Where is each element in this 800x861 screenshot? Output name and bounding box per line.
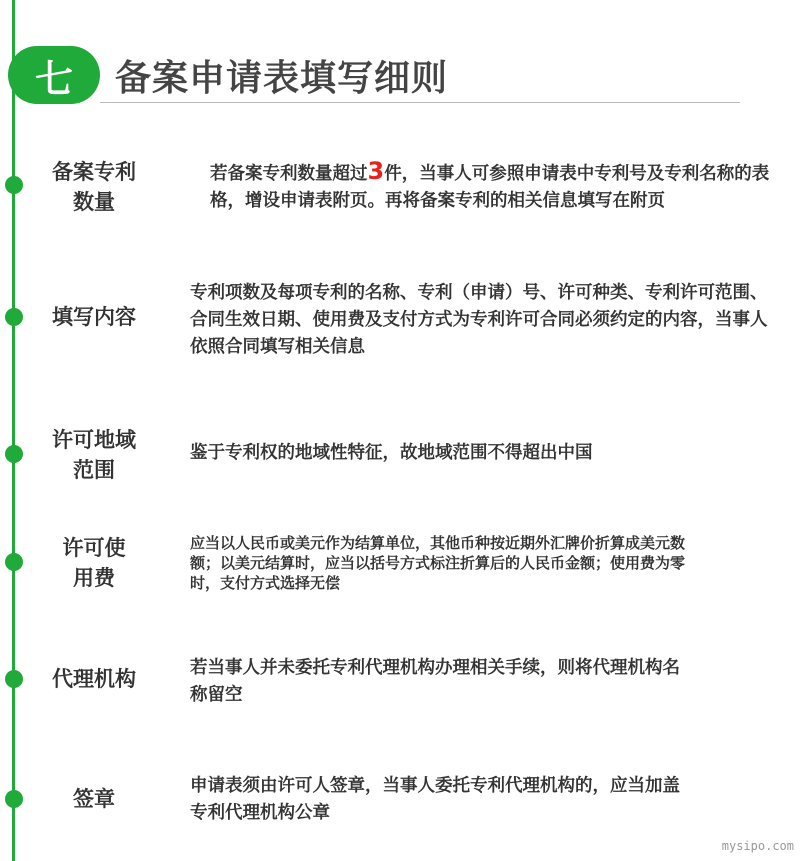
timeline-dot [5,445,23,463]
page-title: 备案申请表填写细则 [115,58,449,99]
row-label-content: 填写内容 [52,305,136,329]
row-desc-count [210,158,795,215]
row-desc-seal: 申请表须由许可人签章，当事人委托专利代理机构的，应当加盖专利代理机构公章 [190,776,680,823]
timeline-dot [5,790,23,808]
row-label-fee: 许可使 用费 [62,536,126,590]
watermark: mysipo.com [721,839,794,853]
timeline-dot [5,176,23,194]
row-label-agency: 代理机构 [52,667,136,691]
row-label-count: 备案专利 数量 [52,160,136,214]
section-number-badge: 七 [8,46,100,104]
row-desc-fee: 应当以人民币或美元作为结算单位，其他币种按近期外汇牌价折算成美元数额；以美元结算时，应当以括号方式标注折算后的人民币金额；使用费为零时，支付方式选择无偿 [190,534,686,592]
desc-text: 若备案专利数量超过 [210,164,368,184]
timeline-dot [5,553,23,571]
row-desc-territory: 鉴于专利权的地域性特征，故地域范围不得超出中国 [190,443,593,463]
row-desc-content: 专利项数及每项专利的名称、专利（申请）号、许可种类、专利许可范围、合同生效日期、使用费及支付方式为专利许可合同必须约定的内容，当事人依照合同填写相关信息 [190,283,768,357]
timeline-dot [5,308,23,326]
title-divider [100,102,740,103]
timeline-line [12,0,15,861]
highlight-number: 3 [367,157,385,185]
desc-text: 件，当事人可参照申请表中专利号及专利名称的表格，增设申请表附页。再将备案专利的相关信息填写在附页 [210,164,770,211]
timeline-dot [5,670,23,688]
row-label-territory: 许可地域 范围 [52,428,136,482]
row-label-seal: 签章 [73,787,115,811]
row-desc-agency: 若当事人并未委托专利代理机构办理相关手续，则将代理机构名称留空 [190,658,680,705]
